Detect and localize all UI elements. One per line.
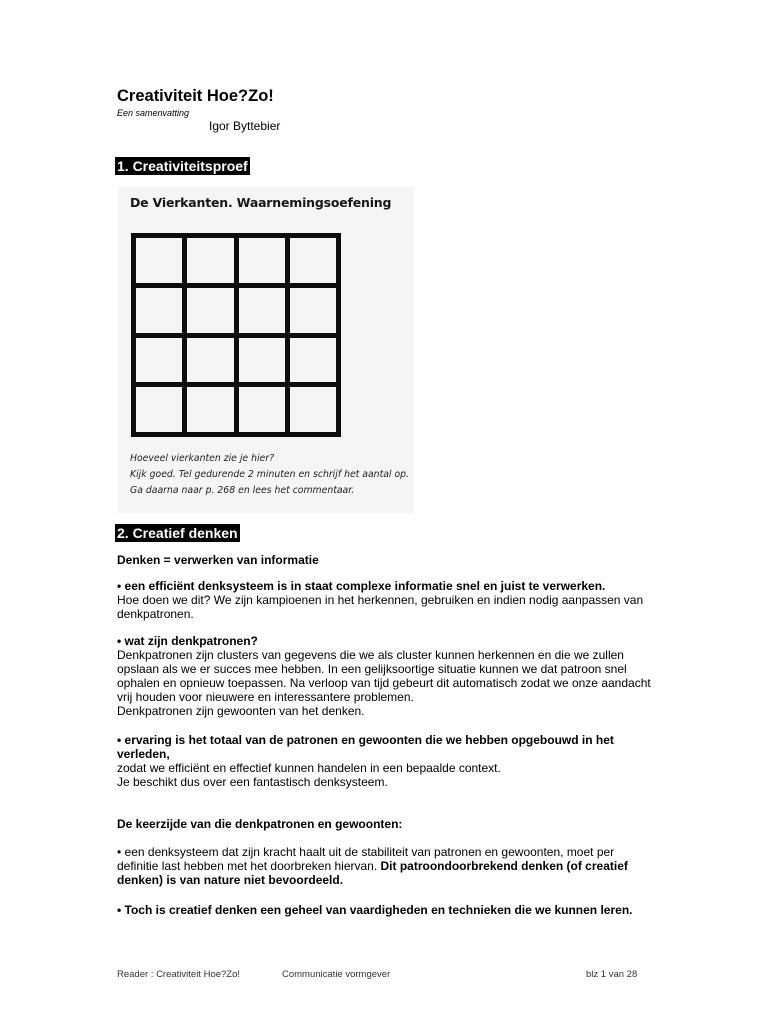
document-author: Igor Byttebier — [209, 119, 281, 133]
paragraph-downside-text: • een denksysteem dat zijn kracht haalt uit de stabiliteit van patronen en gewoonten, moet per definitie last hebben met het doorbreken hiervan. — [117, 845, 615, 873]
footer-page-number: blz 1 van 28 — [586, 969, 638, 980]
footer-doc-title: Reader : Creativiteit Hoe?Zo! — [117, 969, 241, 980]
paragraph-efficient-system — [117, 579, 657, 621]
paragraph-downside-heading: De keerzijde van die denkpatronen en gewoonten: — [117, 817, 403, 831]
paragraph-definition: Denken = verwerken van informatie — [117, 553, 319, 567]
paragraph-downside-bold: Dit patroondoorbrekend denken (of creatief denken) is van nature niet bevoordeeld. — [117, 859, 628, 887]
grid-cell — [136, 338, 182, 383]
exercise-image — [118, 187, 414, 513]
footer-role: Communicatie vormgever — [282, 969, 391, 980]
grid-cell — [239, 288, 285, 333]
grid-cell — [187, 238, 233, 283]
exercise-title: De Vierkanten. Waarnemingsoefening — [130, 195, 392, 210]
paragraph-patterns — [117, 634, 657, 718]
paragraph-patterns-text: Denkpatronen zijn clusters van gegevens die we als cluster kunnen herkennen en die we zullen opslaan als we er succes mee hebben. In een gelijksoortige situatie kunnen we dat patroon snel ophalen en opnieuw toepassen. Na verloop van tijd gebeurt dit automatisch zodat we onze aandacht vrij houden voor nieuwere en interessantere problemen. — [117, 648, 651, 704]
grid-cell — [136, 238, 182, 283]
paragraph-experience-lead: • ervaring is het totaal van de patronen en gewoonten die we hebben opgebouwd in het verleden, — [117, 733, 614, 761]
paragraph-patterns-lead: • wat zijn denkpatronen? — [117, 634, 258, 648]
grid-cell — [239, 238, 285, 283]
section-heading-2: 2. Creatief denken — [117, 525, 238, 541]
grid-cell — [239, 338, 285, 383]
grid-cell — [136, 288, 182, 333]
paragraph-experience-summary: Je beschikt dus over een fantastisch denksysteem. — [117, 775, 388, 789]
document-subtitle: Een samenvatting — [117, 108, 190, 118]
grid-cell — [187, 387, 233, 432]
grid-cell — [136, 387, 182, 432]
grid-cell — [290, 288, 336, 333]
paragraph-experience — [117, 733, 657, 789]
grid-cell — [187, 288, 233, 333]
paragraph-efficient-system-lead: • een efficiënt denksysteem is in staat complexe informatie snel en juist te verwerken. — [117, 579, 606, 593]
grid-cell — [290, 238, 336, 283]
exercise-question: Hoeveel vierkanten zie je hier? — [130, 453, 275, 464]
section-heading-1: 1. Creativiteitsproef — [117, 158, 248, 174]
paragraph-downside — [117, 845, 657, 887]
grid-cell — [187, 338, 233, 383]
grid-cell — [290, 387, 336, 432]
squares-grid — [131, 233, 341, 437]
paragraph-experience-text: zodat we efficiënt en effectief kunnen handelen in een bepaalde context. — [117, 761, 501, 775]
exercise-reference: Ga daarna naar p. 268 en lees het commentaar. — [130, 485, 355, 496]
grid-cell — [239, 387, 285, 432]
paragraph-patterns-summary: Denkpatronen zijn gewoonten van het denken. — [117, 704, 365, 718]
paragraph-learnable: • Toch is creatief denken een geheel van vaardigheden en technieken die we kunnen leren. — [117, 903, 633, 917]
paragraph-efficient-system-text: Hoe doen we dit? We zijn kampioenen in het herkennen, gebruiken en indien nodig aanpassen van denkpatronen. — [117, 593, 644, 621]
document-title: Creativiteit Hoe?Zo! — [117, 87, 274, 105]
grid-cell — [290, 338, 336, 383]
exercise-instruction: Kijk goed. Tel gedurende 2 minuten en schrijf het aantal op. — [130, 469, 409, 480]
